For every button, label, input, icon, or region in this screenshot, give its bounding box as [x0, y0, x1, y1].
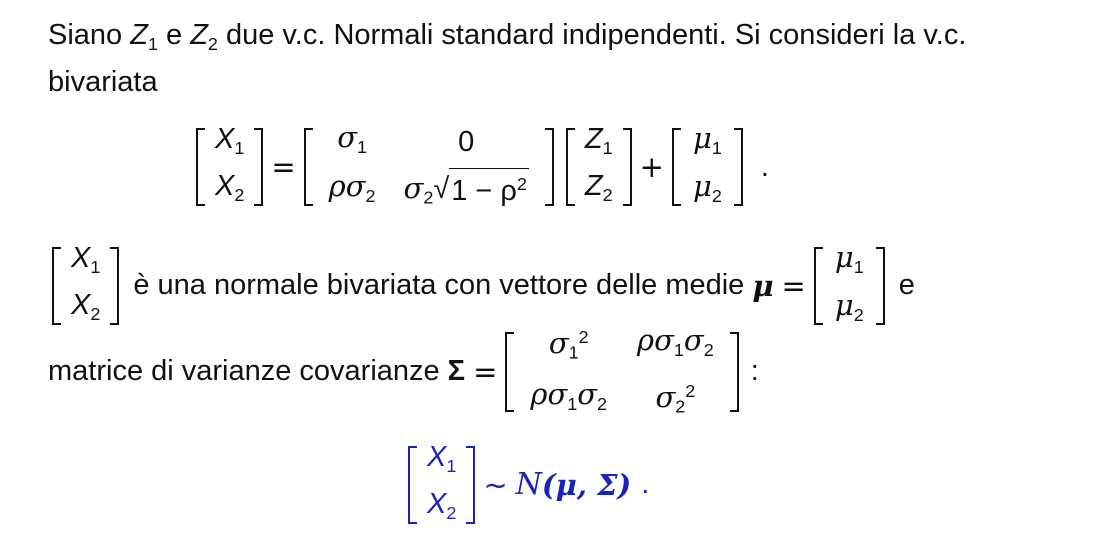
statement-line-1	[52, 240, 915, 332]
period: .	[760, 150, 769, 183]
x-vector-2: $X_1$ $X_2$	[52, 241, 119, 331]
intro-text-1: Siano	[48, 19, 131, 51]
equals-sign: =	[271, 150, 296, 185]
z-vector: $Z_1$ $Z_2$	[566, 122, 632, 212]
sigma-bold: Σ	[447, 355, 466, 388]
coefficient-matrix: $\sigma_1$ 0 $\rho\sigma_2$ $\sigma_2$ √ $1 - \rho^2$	[304, 120, 554, 214]
mu-vector: $\mu_1$ $\mu_2$	[672, 121, 743, 213]
tilde: ∼	[483, 467, 508, 502]
statement-text-1: è una normale bivariata con vettore delle medie	[133, 269, 745, 302]
z1-symbol: $Z_1$	[130, 19, 158, 54]
statement-text-2: matrice di varianze covarianze	[48, 355, 440, 388]
final-period: .	[641, 468, 650, 501]
intro-text-3: due v.c. Normali standard indipendenti. Si consideri la v.c. bivariata	[48, 19, 967, 98]
equals-sign-2: =	[781, 268, 806, 303]
normal-args: (μ, Σ)	[541, 467, 632, 502]
covariance-matrix: $\sigma_1^2$ $\rho\sigma_1\sigma_2$ $\rho\sigma_1\sigma_2$ $\sigma_2^2$	[505, 320, 738, 423]
intro-paragraph	[48, 16, 1068, 101]
mu-vector-2: $\mu_1$ $\mu_2$	[814, 240, 885, 332]
statement-and: e	[898, 269, 915, 302]
x-vector-3: $X_1$ $X_2$	[408, 440, 475, 530]
normal-symbol: N	[515, 467, 542, 503]
distribution-result	[408, 440, 649, 530]
plus-sign: +	[639, 150, 664, 185]
z2-symbol: $Z_2$	[190, 19, 218, 54]
intro-text-2: e	[157, 19, 191, 51]
x-vector: $X_1$ $X_2$	[196, 122, 263, 212]
colon: :	[750, 355, 759, 388]
equals-sign-3: =	[473, 354, 498, 389]
mu-bold: μ	[752, 268, 774, 303]
transformation-equation	[196, 120, 769, 214]
statement-line-2	[48, 320, 759, 423]
